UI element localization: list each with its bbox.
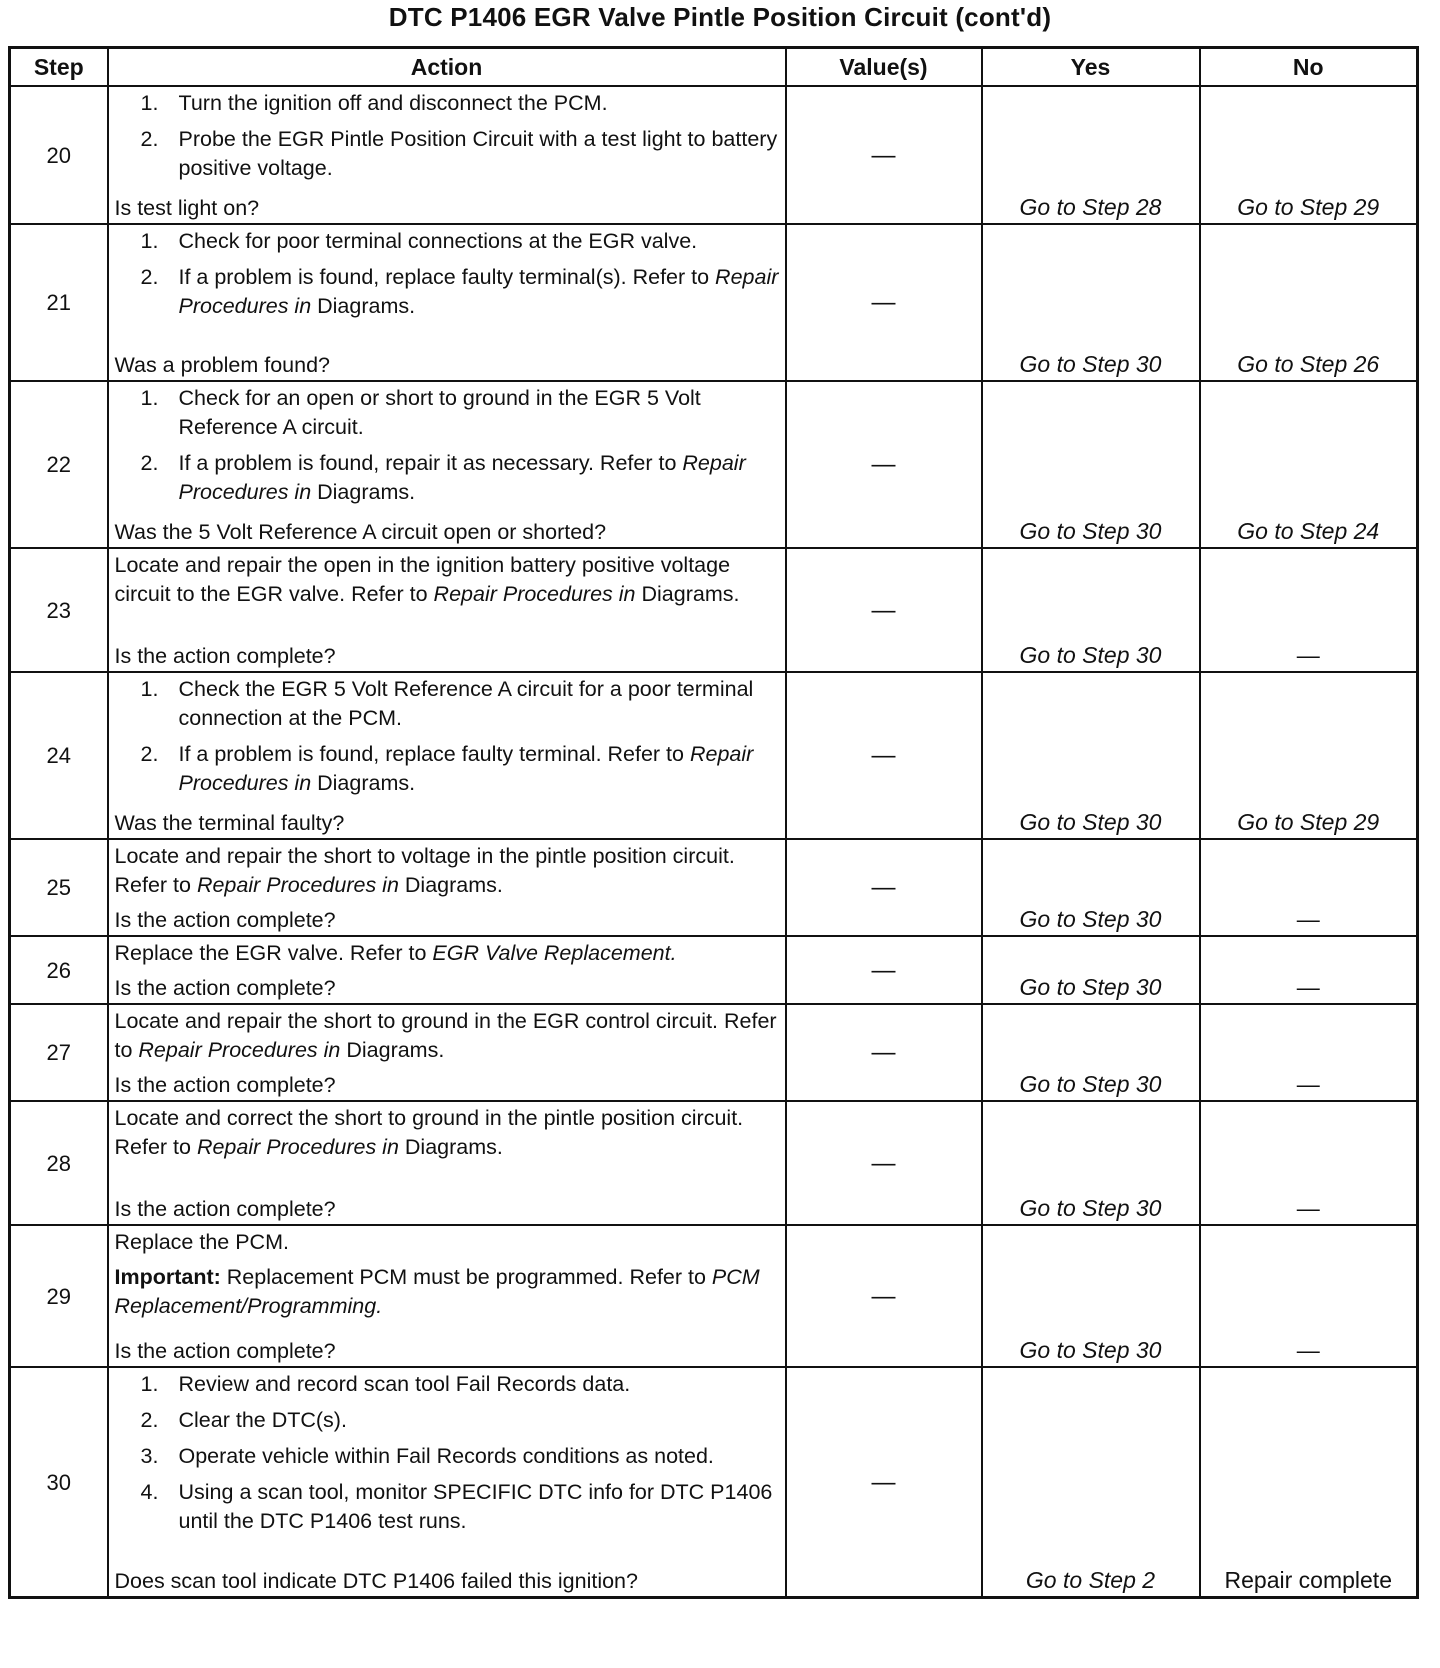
action-content: [115, 842, 781, 935]
action-content: [115, 89, 781, 223]
text-run: Diagrams.: [635, 582, 740, 606]
no-result: —: [1200, 548, 1418, 672]
no-result: Go to Step 29: [1200, 86, 1418, 224]
no-result: —: [1200, 1225, 1418, 1367]
text-run: Check for an open or short to ground in the EGR 5 Volt Reference A circuit.: [178, 386, 701, 439]
yes-result: Go to Step 30: [982, 224, 1200, 381]
step-number: 29: [10, 1225, 108, 1367]
action-paragraph: [115, 1007, 781, 1065]
step-number: 28: [10, 1101, 108, 1225]
action-paragraph: [115, 1263, 781, 1321]
text-run: Review and record scan tool Fail Records data.: [178, 1372, 631, 1396]
action-step-list: [115, 89, 781, 190]
bold-text: Important:: [114, 1265, 221, 1289]
action-question: Was a problem found?: [114, 353, 331, 377]
yes-result: Go to Step 30: [982, 672, 1200, 839]
value-cell: —: [786, 1101, 982, 1225]
action-step-text: [179, 1372, 631, 1396]
action-paragraph: [115, 842, 781, 900]
action-step: [115, 263, 781, 321]
italic-reference: Repair Procedures in: [196, 1135, 399, 1159]
action-step-number: 2.: [140, 127, 159, 151]
action-content: [115, 551, 781, 671]
action-paragraph: [115, 551, 781, 609]
no-result: —: [1200, 1101, 1418, 1225]
text-run: If a problem is found, replace faulty terminal(s). Refer to: [178, 265, 716, 289]
table-row: [10, 548, 1418, 672]
text-run: Diagrams.: [340, 1038, 445, 1062]
action-step: [115, 1406, 781, 1435]
action-content: [115, 939, 781, 1003]
text-run: Using a scan tool, monitor SPECIFIC DTC info for DTC P1406 until the DTC P1406 test runs.: [178, 1480, 773, 1533]
action-step-text: [179, 127, 778, 180]
action-question: Is test light on?: [114, 196, 260, 220]
value-cell: —: [786, 381, 982, 548]
table-row: [10, 224, 1418, 381]
action-step-list: [115, 227, 781, 328]
table-row: [10, 1225, 1418, 1367]
action-question: Is the action complete?: [114, 976, 336, 1000]
text-run: Probe the EGR Pintle Position Circuit with a test light to battery positive voltage.: [178, 127, 778, 180]
action-cell: [108, 381, 786, 548]
action-step: [115, 675, 781, 733]
text-run: Check the EGR 5 Volt Reference A circuit for a poor terminal connection at the PCM.: [178, 677, 754, 730]
italic-reference: Repair Procedures in: [178, 265, 779, 318]
text-run: Clear the DTC(s).: [178, 1408, 347, 1432]
action-content: [115, 227, 781, 380]
action-step-text: [179, 677, 754, 730]
value-cell: —: [786, 1367, 982, 1598]
no-result: —: [1200, 1004, 1418, 1101]
table-header-row: [10, 48, 1418, 87]
action-cell: [108, 1101, 786, 1225]
column-header-yes: Yes: [982, 48, 1200, 87]
action-step-list: [115, 675, 781, 805]
step-number: 21: [10, 224, 108, 381]
action-step-text: [179, 386, 701, 439]
no-result: Go to Step 26: [1200, 224, 1418, 381]
no-result: —: [1200, 936, 1418, 1004]
italic-reference: Repair Procedures in: [433, 582, 636, 606]
action-step-text: [179, 1408, 347, 1432]
value-cell: —: [786, 672, 982, 839]
value-cell: —: [786, 1225, 982, 1367]
yes-result: Go to Step 30: [982, 381, 1200, 548]
no-result: Go to Step 24: [1200, 381, 1418, 548]
table-body: [10, 86, 1418, 1598]
action-step-text: [179, 742, 754, 795]
action-step: [115, 1442, 781, 1471]
text-run: Diagrams.: [311, 294, 416, 318]
italic-reference: Repair Procedures in: [196, 873, 399, 897]
italic-reference: Repair Procedures in: [138, 1038, 341, 1062]
action-step-text: [179, 229, 698, 253]
action-question: Is the action complete?: [114, 908, 336, 932]
text-run: Locate and correct the short to ground in the pintle position circuit. Refer to: [114, 1106, 744, 1159]
action-paragraph: [115, 939, 781, 968]
action-step: [115, 1370, 781, 1399]
action-step-number: 1.: [140, 229, 159, 253]
value-cell: —: [786, 1004, 982, 1101]
action-step-text: [179, 451, 746, 504]
text-run: If a problem is found, repair it as necessary. Refer to: [178, 451, 683, 475]
action-content: [115, 1007, 781, 1100]
text-run: If a problem is found, replace faulty terminal. Refer to: [178, 742, 690, 766]
diagnostic-table: [8, 46, 1419, 1599]
column-header-step: Step: [10, 48, 108, 87]
action-step: [115, 227, 781, 256]
yes-result: Go to Step 30: [982, 936, 1200, 1004]
action-content: [115, 384, 781, 547]
step-number: 25: [10, 839, 108, 936]
value-cell: —: [786, 936, 982, 1004]
action-content: [115, 1104, 781, 1224]
action-step-list: [115, 1370, 781, 1543]
step-number: 20: [10, 86, 108, 224]
text-run: Replacement PCM must be programmed. Refer to: [220, 1265, 712, 1289]
action-content: [115, 1370, 781, 1596]
table-row: [10, 381, 1418, 548]
text-run: Locate and repair the short to voltage in the pintle position circuit. Refer to: [114, 844, 735, 897]
italic-reference: Repair Procedures in: [178, 742, 754, 795]
action-cell: [108, 548, 786, 672]
value-cell: —: [786, 548, 982, 672]
action-step-text: [179, 1480, 773, 1533]
action-step-number: 2.: [140, 451, 159, 475]
step-number: 22: [10, 381, 108, 548]
action-step-number: 1.: [140, 91, 159, 115]
action-step-number: 4.: [140, 1480, 159, 1504]
text-run: Diagrams.: [398, 873, 503, 897]
yes-result: Go to Step 28: [982, 86, 1200, 224]
text-run: Diagrams.: [311, 480, 416, 504]
text-run: Replace the PCM.: [114, 1230, 289, 1254]
page-title: DTC P1406 EGR Valve Pintle Position Circuit (cont'd): [388, 2, 1052, 32]
yes-result: Go to Step 30: [982, 839, 1200, 936]
action-question: Is the action complete?: [114, 644, 336, 668]
action-step-number: 1.: [140, 677, 159, 701]
action-cell: [108, 1225, 786, 1367]
action-question: Is the action complete?: [114, 1073, 336, 1097]
action-step: [115, 125, 781, 183]
table-row: [10, 936, 1418, 1004]
action-cell: [108, 672, 786, 839]
action-question: Is the action complete?: [114, 1197, 336, 1221]
text-run: Turn the ignition off and disconnect the PCM.: [178, 91, 608, 115]
text-run: Diagrams.: [398, 1135, 503, 1159]
action-content: [115, 675, 781, 838]
text-run: Diagrams.: [311, 771, 416, 795]
action-cell: [108, 1367, 786, 1598]
action-question: Was the 5 Volt Reference A circuit open or shorted?: [114, 520, 607, 544]
yes-result: Go to Step 30: [982, 1004, 1200, 1101]
action-step-number: 1.: [140, 386, 159, 410]
step-number: 27: [10, 1004, 108, 1101]
action-step-text: [179, 1444, 714, 1468]
italic-reference: PCM Replacement/Programming.: [114, 1265, 760, 1318]
action-cell: [108, 936, 786, 1004]
italic-reference: Repair Procedures in: [178, 451, 746, 504]
table-row: [10, 839, 1418, 936]
value-cell: —: [786, 839, 982, 936]
action-step-text: [179, 91, 608, 115]
action-content: [115, 1228, 781, 1366]
text-run: Replace the EGR valve. Refer to: [114, 941, 433, 965]
action-paragraph: [115, 1228, 781, 1257]
action-question: Does scan tool indicate DTC P1406 failed this ignition?: [114, 1569, 638, 1593]
action-step-text: [179, 265, 779, 318]
step-number: 30: [10, 1367, 108, 1598]
text-run: Locate and repair the open in the ignition battery positive voltage circuit to the EGR valve. Refer to: [114, 553, 731, 606]
action-step: [115, 89, 781, 118]
action-paragraph: [115, 1104, 781, 1162]
text-run: Locate and repair the short to ground in the EGR control circuit. Refer to: [114, 1009, 777, 1062]
yes-result: Go to Step 2: [982, 1367, 1200, 1598]
no-result: —: [1200, 839, 1418, 936]
action-cell: [108, 839, 786, 936]
action-step-list: [115, 384, 781, 514]
table-row: [10, 1367, 1418, 1598]
no-result: Repair complete: [1200, 1367, 1418, 1598]
action-step-number: 2.: [140, 265, 159, 289]
action-step-number: 1.: [140, 1372, 159, 1396]
no-result: Go to Step 29: [1200, 672, 1418, 839]
action-cell: [108, 1004, 786, 1101]
table-row: [10, 672, 1418, 839]
text-run: Check for poor terminal connections at the EGR valve.: [178, 229, 698, 253]
text-run: Operate vehicle within Fail Records conditions as noted.: [178, 1444, 714, 1468]
action-step-number: 3.: [140, 1444, 159, 1468]
step-number: 24: [10, 672, 108, 839]
action-question: Is the action complete?: [114, 1339, 336, 1363]
action-cell: [108, 224, 786, 381]
yes-result: Go to Step 30: [982, 548, 1200, 672]
action-step-number: 2.: [140, 1408, 159, 1432]
value-cell: —: [786, 86, 982, 224]
value-cell: —: [786, 224, 982, 381]
action-step: [115, 1478, 781, 1536]
action-step-number: 2.: [140, 742, 159, 766]
action-step: [115, 449, 781, 507]
step-number: 23: [10, 548, 108, 672]
column-header-no: No: [1200, 48, 1418, 87]
italic-reference: EGR Valve Replacement.: [432, 941, 677, 965]
action-cell: [108, 86, 786, 224]
column-header-values: Value(s): [786, 48, 982, 87]
action-step: [115, 384, 781, 442]
table-row: [10, 1101, 1418, 1225]
column-header-action: Action: [108, 48, 786, 87]
yes-result: Go to Step 30: [982, 1101, 1200, 1225]
yes-result: Go to Step 30: [982, 1225, 1200, 1367]
action-question: Was the terminal faulty?: [114, 811, 345, 835]
table-row: [10, 1004, 1418, 1101]
table-row: [10, 86, 1418, 224]
action-step: [115, 740, 781, 798]
step-number: 26: [10, 936, 108, 1004]
